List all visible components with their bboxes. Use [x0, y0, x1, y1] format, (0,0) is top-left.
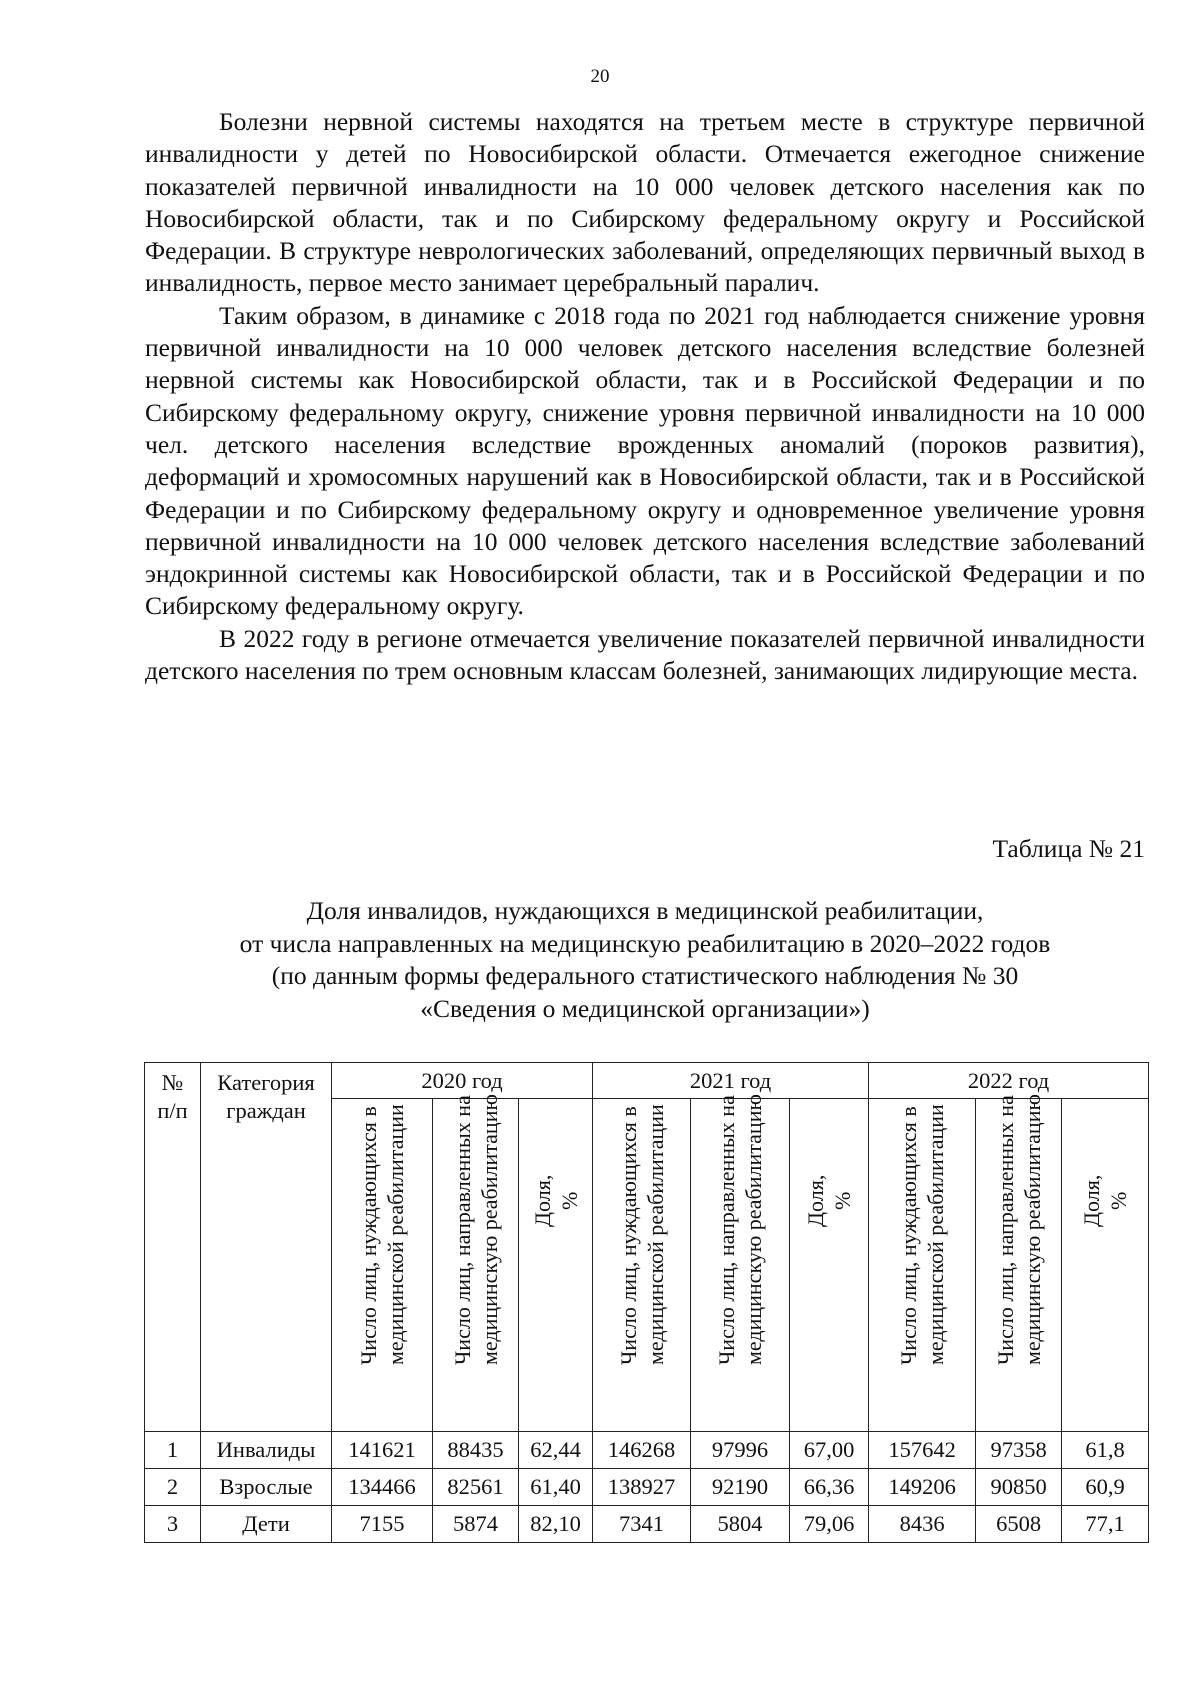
header-referred-rehab: [433, 1094, 519, 1432]
header-referred-rehab: [976, 1094, 1062, 1432]
header-year-2021: 2021 год: [593, 1063, 869, 1099]
paragraph: Болезни нервной системы находятся на третьем месте в структуре первичной инвалидности у детей по Новосибирской области. Отмечается ежегодное снижение показателей первичной инвалидности на 10 000 человек детского населения как по Новосибирской области, так и по Сибирскому федеральному округу и Российской Федерации. В структуре неврологических заболеваний, определяющих первичный выход в инвалидность, первое место занимает церебральный паралич.: [145, 107, 1145, 298]
cell-category: Инвалиды: [201, 1432, 332, 1469]
header-line: медицинскую реабилитацию: [1019, 1094, 1045, 1365]
cell-value: 92190: [691, 1469, 790, 1506]
table-title-line: «Сведения о медицинской организации»): [420, 993, 870, 1023]
header-line: %: [830, 1191, 856, 1210]
cell-value: 134466: [332, 1469, 433, 1506]
cell-value: 60,9: [1062, 1469, 1149, 1506]
table-row: [145, 1506, 1149, 1543]
header-line: %: [1106, 1191, 1132, 1210]
cell-value: 7341: [593, 1506, 691, 1543]
header-needing-rehab: [332, 1099, 433, 1432]
header-number-line: п/п: [157, 1098, 188, 1123]
header-referred-rehab: [691, 1094, 790, 1432]
cell-value: 157642: [869, 1432, 976, 1469]
cell-value: 61,40: [519, 1469, 593, 1506]
cell-category: Взрослые: [201, 1469, 332, 1506]
cell-value: 79,06: [790, 1506, 869, 1543]
header-line: медицинской реабилитации: [923, 1104, 949, 1365]
header-line: медицинскую реабилитацию: [741, 1094, 767, 1365]
body-text: [145, 106, 1145, 687]
header-year-2020: 2020 год: [332, 1063, 593, 1099]
header-line: медицинской реабилитации: [642, 1104, 668, 1365]
table-row: [145, 1432, 1149, 1469]
header-line: медицинскую реабилитацию: [476, 1094, 502, 1365]
cell-value: 149206: [869, 1469, 976, 1506]
paragraph: Таким образом, в динамике с 2018 года по 2021 год наблюдается снижение уровня первичной инвалидности на 10 000 человек детского населения вследствие болезней нервной системы как Новосибирской области, так и в Российской Федерации и по Сибирскому федеральному округу, снижение уровня первичной инвалидности на 10 000 чел. детского населения вследствие врожденных аномалий (пороков развития), деформаций и хромосомных нарушений как в Новосибирской области, так и в Российской Федерации и по Сибирскому федеральному округу и одновременное увеличение уровня первичной инвалидности на 10 000 человек детского населения вследствие заболеваний эндокринной системы как Новосибирской области, так и в Российской Федерации и по Сибирскому федеральному округу.: [145, 300, 1145, 621]
header-needing-rehab: [593, 1099, 691, 1432]
cell-value: 146268: [593, 1432, 691, 1469]
header-line: Доля,: [1079, 1174, 1105, 1227]
cell-value: 7155: [332, 1506, 433, 1543]
cell-value: 90850: [976, 1469, 1062, 1506]
cell-category: Дети: [201, 1506, 332, 1543]
table-title-line: Доля инвалидов, нуждающихся в медицинской реабилитации,: [306, 896, 984, 925]
table-label: Таблица № 21: [992, 834, 1145, 863]
cell-value: 97996: [691, 1432, 790, 1469]
header-line: Число лиц, направленных на: [449, 1095, 475, 1365]
paragraph: В 2022 году в регионе отмечается увеличение показателей первичной инвалидности детского населения по трем основным классам болезней, занимающих лидирующие места.: [145, 623, 1145, 686]
table-row: [145, 1469, 1149, 1506]
cell-value: 88435: [433, 1432, 519, 1469]
header-line: Число лиц, направленных на: [992, 1095, 1018, 1365]
header-share: [790, 1099, 869, 1432]
cell-value: 141621: [332, 1432, 433, 1469]
header-line: Доля,: [803, 1174, 829, 1227]
header-number: [145, 1063, 201, 1432]
header-line: Число лиц, нуждающихся в: [615, 1106, 641, 1365]
cell-value: 61,8: [1062, 1432, 1149, 1469]
rehabilitation-table: [144, 1062, 1149, 1543]
table-title-line: (по данным формы федерального статистического наблюдения № 30: [271, 961, 1019, 990]
header-category-line: граждан: [226, 1098, 306, 1123]
cell-value: 67,00: [790, 1432, 869, 1469]
cell-value: 66,36: [790, 1469, 869, 1506]
cell-value: 77,1: [1062, 1506, 1149, 1543]
cell-value: 62,44: [519, 1432, 593, 1469]
header-line: %: [556, 1191, 582, 1210]
cell-number: 2: [145, 1469, 201, 1506]
table-title-line: от числа направленных на медицинскую реабилитацию в 2020–2022 годов: [239, 928, 1051, 958]
cell-number: 3: [145, 1506, 201, 1543]
cell-value: 5874: [433, 1506, 519, 1543]
table-title: [130, 895, 1160, 1025]
cell-value: 82,10: [519, 1506, 593, 1543]
header-line: медицинской реабилитации: [383, 1104, 408, 1365]
header-category-line: Категория: [217, 1070, 315, 1095]
header-share: [519, 1099, 593, 1432]
header-needing-rehab: [869, 1099, 976, 1432]
cell-value: 8436: [869, 1506, 976, 1543]
header-number-line: №: [161, 1070, 184, 1095]
cell-number: 1: [145, 1432, 201, 1469]
cell-value: 138927: [593, 1469, 691, 1506]
header-year-2022: 2022 год: [869, 1063, 1149, 1099]
header-category: [201, 1063, 332, 1432]
cell-value: 97358: [976, 1432, 1062, 1469]
cell-value: 82561: [433, 1469, 519, 1506]
header-line: Число лиц, нуждающихся в: [356, 1106, 381, 1365]
cell-value: 5804: [691, 1506, 790, 1543]
header-share: [1062, 1099, 1149, 1432]
header-line: Число лиц, направленных на: [714, 1095, 740, 1365]
page-number: 20: [590, 66, 610, 87]
header-line: Доля,: [529, 1174, 555, 1227]
header-line: Число лиц, нуждающихся в: [896, 1106, 922, 1365]
cell-value: 6508: [976, 1506, 1062, 1543]
